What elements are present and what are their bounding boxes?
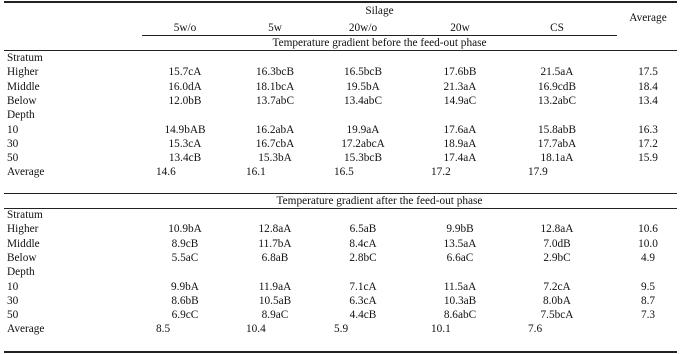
table-cell: 16.0dA [168,80,202,93]
row-label: Middle [7,80,40,93]
average-row-cell: 8.5 [156,323,171,336]
average-cell: 18.4 [638,80,658,93]
average-cell: 10.6 [638,223,658,236]
section1-bottom-rule [4,193,677,194]
table-cell: 21.3aA [443,80,477,93]
table-cell: 8.0bA [543,294,571,307]
table-cell: 17.6aA [443,123,477,136]
table-cell: 8.4cA [349,237,377,250]
table-cell: 12.0bB [168,94,202,107]
table-cell: 16.5bcB [344,66,382,79]
row-label: 50 [7,309,19,322]
average-cell: 8.7 [640,294,656,307]
table-cell: 15.8abB [538,123,576,136]
average-row-cell: 14.6 [156,166,176,179]
table-cell: 13.4cB [168,152,202,165]
table-cell: 7.2cA [543,280,571,293]
table-cell: 15.3bcB [344,152,382,165]
table-cell: 8.6bB [171,294,199,307]
row-label: 10 [7,123,19,136]
row-label: 50 [7,152,19,165]
table-cell: 16.3bcB [256,66,294,79]
average-row-cell: 16.5 [334,166,354,179]
average-row-cell: 17.2 [431,166,451,179]
table-cell: 7.0dB [543,237,571,250]
table-cell: 8.6abC [443,309,477,322]
depth-label: Depth [7,109,35,122]
column-header-5w-o: 5w/o [173,22,197,34]
table-cell: 15.3bA [258,152,292,165]
table-cell: 12.8aA [540,223,574,236]
average-cell: 7.3 [640,309,656,322]
stratum-label: Stratum [7,209,43,221]
row-label: 30 [7,137,19,150]
average-row-label: Average [7,166,45,179]
section-title-before: Temperature gradient before the feed-out phase [272,37,487,49]
row-label: 10 [7,280,19,293]
table-cell: 9.9bA [171,280,199,293]
table-cell: 16.9cdB [538,80,576,93]
row-label: Higher [7,223,39,236]
row-label: Below [7,94,37,107]
table-cell: 18.1bcA [255,80,295,93]
table-cell: 11.7bA [258,237,292,250]
table-cell: 8.9cB [171,237,199,250]
average-row-cell: 10.4 [246,323,266,336]
table-cell: 14.9bAB [164,123,206,136]
average-row-cell: 17.9 [528,166,548,179]
header-bottom-rule [4,50,677,51]
table-cell: 13.4abC [344,94,382,107]
average-row-cell: 7.6 [528,323,543,336]
table-cell: 6.3cA [349,294,377,307]
table-cell: 15.7cA [168,66,202,79]
table-cell: 18.1aA [540,152,574,165]
row-label: Higher [7,66,39,79]
table-cell: 21.5aA [540,66,574,79]
table-cell: 16.7cbA [255,137,295,150]
average-cell: 17.2 [638,137,658,150]
table-cell: 14.9aC [443,94,477,107]
average-cell: 16.3 [638,123,658,136]
table-cell: 7.5bcA [540,309,574,322]
average-cell: 10.0 [638,237,658,250]
table-cell: 17.6bB [443,66,477,79]
average-row-cell: 5.9 [334,323,349,336]
table-cell: 13.7abC [256,94,294,107]
table-cell: 10.3aB [443,294,477,307]
table-cell: 17.7abA [537,137,577,150]
table-cell: 16.2abA [255,123,295,136]
average-header: Average [629,12,667,24]
average-row-cell: 10.1 [431,323,451,336]
table-cell: 19.9aA [346,123,380,136]
stratum-label: Stratum [7,52,43,64]
top-rule [4,1,677,3]
table-cell: 2.8bC [349,251,377,264]
row-label: 30 [7,294,19,307]
table-cell: 19.5bA [346,80,380,93]
section2-title-rule [4,208,677,209]
depth-label: Depth [7,266,35,279]
bottom-rule [4,351,677,353]
table-cell: 6.6aC [446,251,474,264]
average-cell: 15.9 [638,152,658,165]
silage-header: Silage [365,5,394,17]
column-header-20w-o: 20w/o [348,22,378,34]
table-cell: 17.4aA [443,152,477,165]
row-label: Below [7,251,37,264]
average-cell: 17.5 [638,66,658,79]
table-cell: 17.2abcA [341,137,385,150]
section-title-after: Temperature gradient after the feed-out phase [276,195,483,207]
table-cell: 13.5aA [443,237,477,250]
average-row-cell: 16.1 [246,166,266,179]
table-cell: 9.9bB [446,223,474,236]
header-rule [142,35,617,36]
table-cell: 10.9bA [168,223,202,236]
table-cell: 6.5aB [349,223,377,236]
average-cell: 4.9 [640,251,656,264]
table-cell: 2.9bC [543,251,571,264]
table-cell: 11.5aA [443,280,477,293]
table-cell: 5.5aC [171,251,199,264]
table-cell: 8.9aC [261,309,289,322]
column-header-20w: 20w [450,22,470,34]
table-cell: 12.8aA [258,223,292,236]
column-header-cs: CS [550,22,564,34]
table-cell: 7.1cA [349,280,377,293]
average-row-label: Average [7,323,45,336]
table-cell: 11.9aA [258,280,292,293]
table-cell: 13.2abC [538,94,576,107]
row-label: Middle [7,237,40,250]
table-cell: 10.5aB [258,294,292,307]
table-cell: 6.9cC [171,309,199,322]
table-cell: 6.8aB [261,251,289,264]
table-cell: 4.4cB [349,309,377,322]
table-cell: 15.3cA [168,137,202,150]
table-cell: 18.9aA [443,137,477,150]
average-cell: 9.5 [640,280,656,293]
average-cell: 13.4 [638,94,658,107]
column-header-5w: 5w [268,22,282,34]
